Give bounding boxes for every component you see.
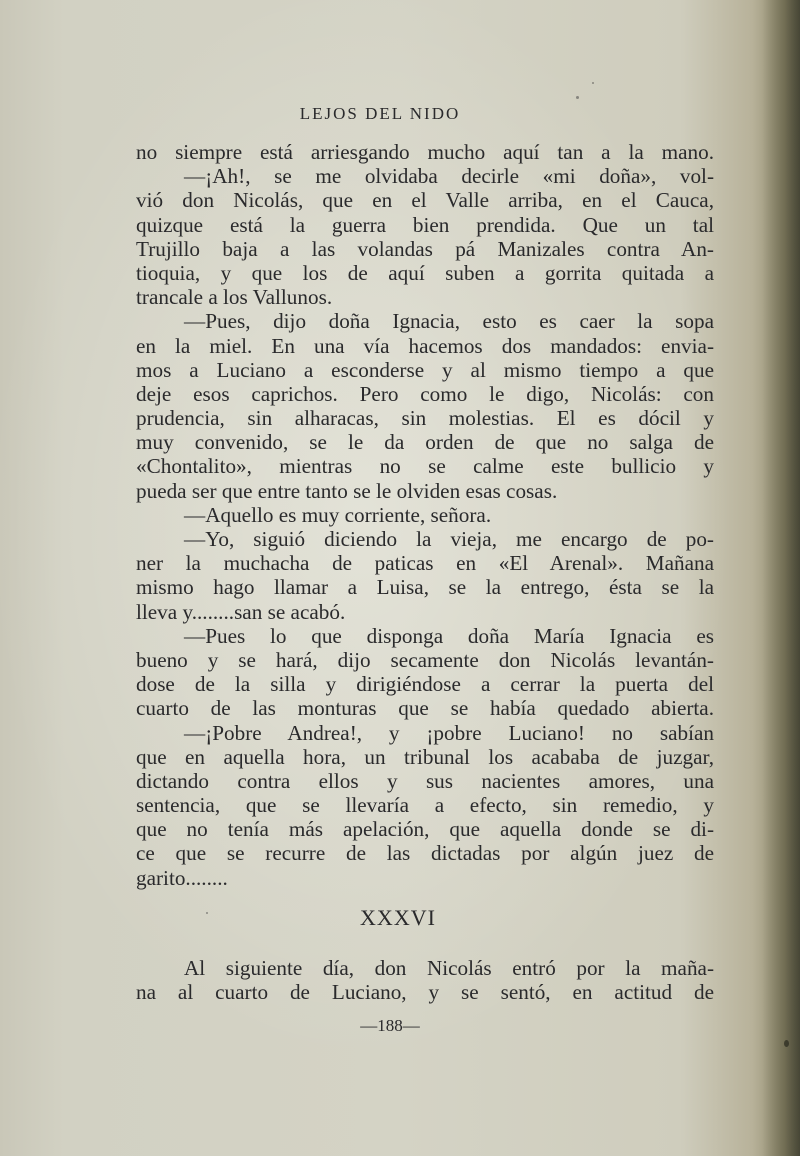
page-edge-shadow [762, 0, 800, 1156]
text-line: ner la muchacha de paticas en «El Arenal». Mañana [136, 551, 714, 576]
text-line: tioquia, y que los de aquí suben a gorrita quitada a [136, 260, 714, 285]
text-line: que no tenía más apelación, que aquella donde se di- [136, 817, 714, 842]
text-line: no siempre está arriesgando mucho aquí tan a la mano. [136, 140, 714, 164]
body-text [136, 140, 714, 890]
text-line: en la miel. En una vía hacemos dos mandados: envia- [136, 333, 714, 358]
text-line: «Chontalito», mientras no se calme este bullicio y [136, 454, 714, 479]
text-line: lleva y........san se acabó. [136, 599, 346, 624]
text-line: —Aquello es muy corriente, señora. [184, 502, 492, 527]
text-line: pueda ser que entre tanto se le olviden esas cosas. [136, 478, 558, 503]
text-line: Trujillo baja a las volandas pá Manizales contra An- [136, 236, 714, 261]
paper-speck [784, 1040, 789, 1047]
text-line: —Pues lo que disponga doña María Ignacia es [184, 623, 714, 648]
text-line: —Yo, siguió diciendo la vieja, me encargo de po- [184, 527, 714, 551]
text-line: ce que se recurre de las dictadas por algún juez de [136, 841, 714, 866]
text-line: dictando contra ellos y sus nacientes amores, una [136, 768, 714, 793]
text-line: muy convenido, se le da orden de que no salga de [136, 430, 714, 455]
running-head: LEJOS DEL NIDO [299, 104, 461, 123]
text-line: —¡Pobre Andrea!, y ¡pobre Luciano! no sabían [184, 720, 714, 745]
text-line: deje esos caprichos. Pero como le digo, Nicolás: con [136, 381, 714, 406]
text-line: quizque está la guerra bien prendida. Que un tal [136, 212, 714, 237]
chapter-heading: XXXVI [360, 905, 436, 930]
text-line: que en aquella hora, un tribunal los acababa de juzgar, [136, 744, 714, 769]
text-line: trancale a los Vallunos. [136, 285, 333, 310]
text-line: sentencia, que se llevaría a efecto, sin remedio, y [136, 793, 714, 818]
text-line: —¡Ah!, se me olvidaba decirle «mi doña», vol- [184, 164, 714, 189]
text-line: bueno y se hará, dijo secamente don Nicolás levantán- [136, 647, 714, 672]
chapter-opening-text [136, 956, 714, 1004]
text-line: mismo hago llamar a Luisa, se la entrego, ésta se la [136, 575, 714, 600]
text-line: mos a Luciano a esconderse y al mismo tiempo a que [136, 357, 714, 382]
text-line: vió don Nicolás, que en el Valle arriba, en el Cauca, [136, 188, 714, 213]
paper-speck [592, 82, 594, 84]
paper-speck [576, 96, 579, 99]
text-line: na al cuarto de Luciano, y se sentó, en actitud de [136, 980, 714, 1005]
page-number: —188— [360, 1016, 420, 1035]
text-line: Al siguiente día, don Nicolás entró por la maña- [184, 956, 714, 980]
text-line: cuarto de las monturas que se había quedado abierta. [136, 696, 714, 721]
text-line: prudencia, sin alharacas, sin molestias. El es dócil y [136, 406, 714, 431]
text-line: —Pues, dijo doña Ignacia, esto es caer la sopa [184, 309, 714, 334]
paper-speck [206, 912, 208, 914]
text-line: dose de la silla y dirigiéndose a cerrar la puerta del [136, 672, 714, 697]
text-line: garito........ [136, 865, 228, 890]
